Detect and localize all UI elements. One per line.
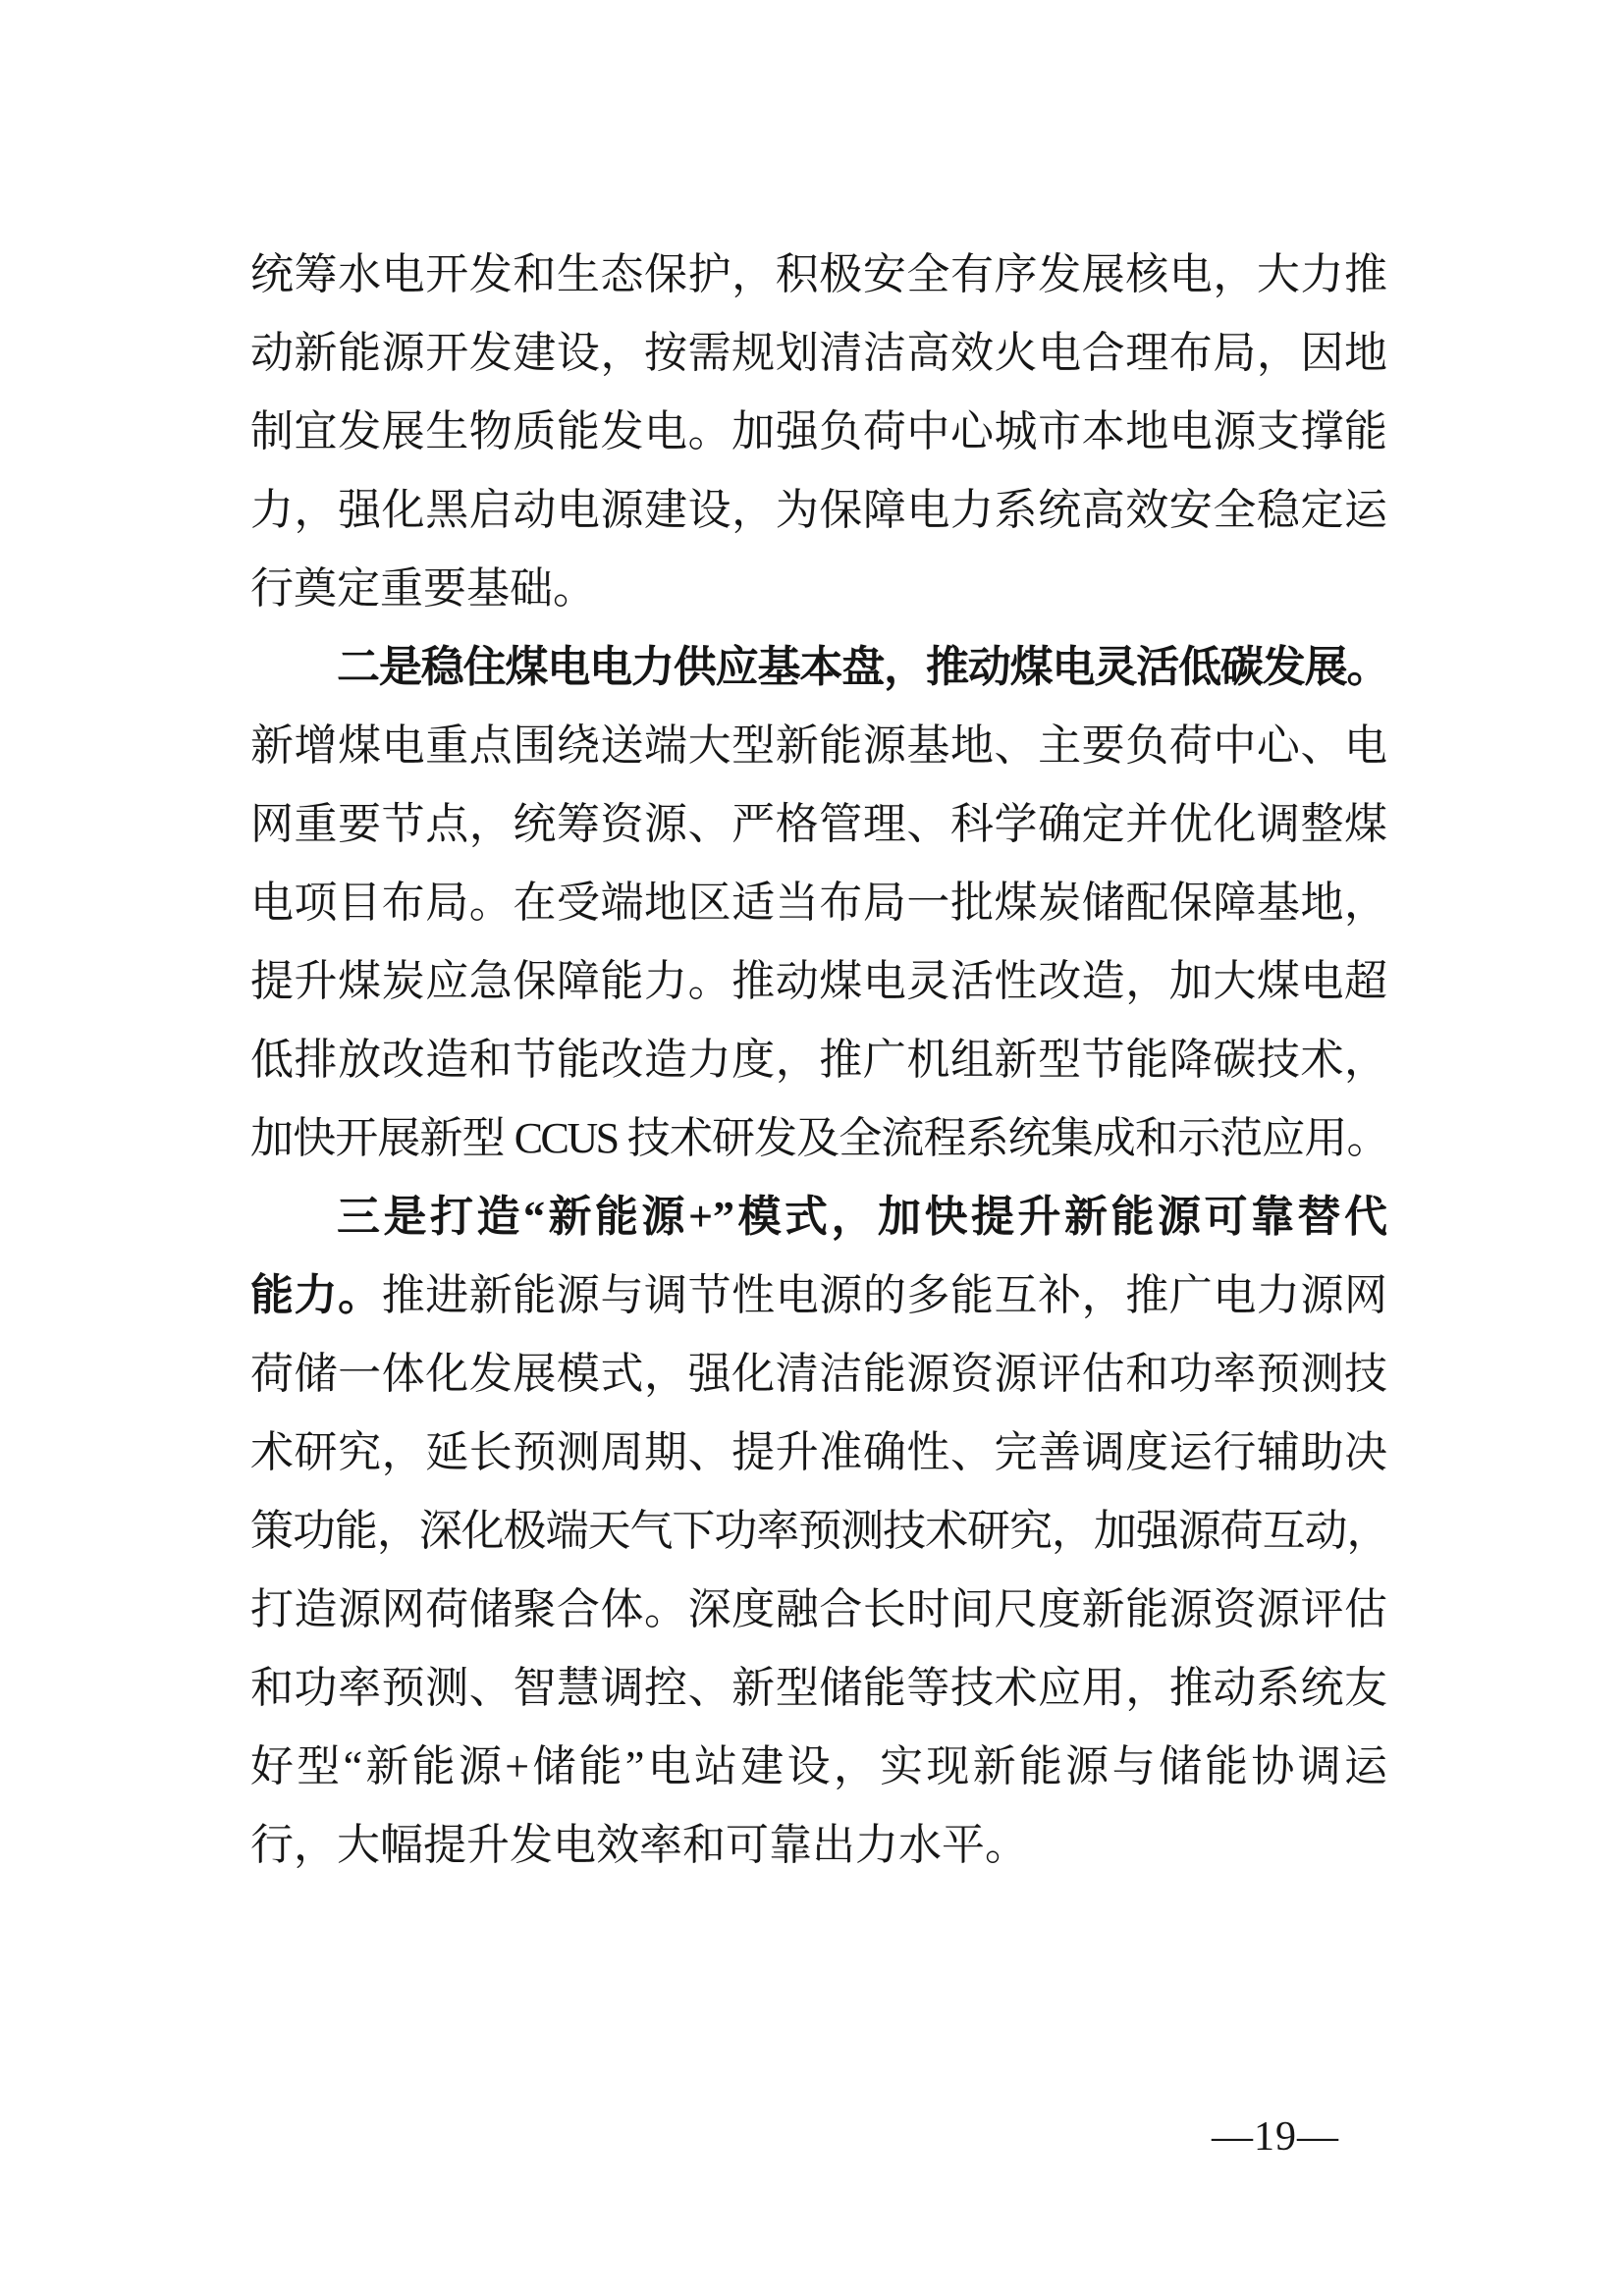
text-line xyxy=(250,236,1387,314)
body-text: 制宜发展生物质能发电。加强负荷中心城市本地电源支撑能 xyxy=(250,407,1387,455)
body-text: 荷储一体化发展模式，强化清洁能源资源评估和功率预测技 xyxy=(250,1350,1387,1398)
text-line xyxy=(250,1256,1387,1335)
body-text: 提升煤炭应急保障能力。推动煤电灵活性改造，加大煤电超 xyxy=(250,957,1387,1005)
body-text: 低排放改造和节能改造力度，推广机组新型节能降碳技术， xyxy=(250,1036,1387,1084)
text-line xyxy=(250,1649,1387,1728)
body-text: 术研究，延长预测周期、提升准确性、完善调度运行辅助决 xyxy=(250,1428,1387,1476)
text-line xyxy=(250,1806,1387,1885)
text-line xyxy=(250,550,1387,628)
bold-lead-in: 二是稳住煤电电力供应基本盘，推动煤电灵活低碳发展。 xyxy=(337,643,1387,691)
body-text: 力，强化黑启动电源建设，为保障电力系统高效安全稳定运 xyxy=(250,486,1387,534)
text-line xyxy=(250,1021,1387,1099)
body-text: 推进新能源与调节性电源的多能互补，推广电力源网 xyxy=(381,1271,1388,1319)
text-line xyxy=(250,1492,1387,1571)
text-line xyxy=(250,785,1387,864)
text-line xyxy=(250,314,1387,393)
text-line xyxy=(250,471,1387,550)
text-line xyxy=(250,1571,1387,1649)
body-text: 统筹水电开发和生态保护，积极安全有序发展核电，大力推 xyxy=(250,250,1387,298)
text-line xyxy=(250,1099,1387,1178)
text-line xyxy=(250,707,1387,785)
body-text: 动新能源开发建设，按需规划清洁高效火电合理布局，因地 xyxy=(250,329,1387,377)
body-text: 打造源网荷储聚合体。深度融合长时间尺度新能源资源评估 xyxy=(250,1585,1387,1633)
body-text: 新增煤电重点围绕送端大型新能源基地、主要负荷中心、电 xyxy=(250,721,1387,770)
text-line xyxy=(250,1414,1387,1492)
text-line xyxy=(250,942,1387,1021)
bold-lead-in: 能力。 xyxy=(250,1271,382,1319)
text-line xyxy=(250,1728,1387,1806)
bold-lead-in: 三是打造“新能源+”模式，加快提升新能源可靠替代 xyxy=(337,1193,1387,1241)
body-text: 电项目布局。在受端地区适当布局一批煤炭储配保障基地， xyxy=(250,879,1387,927)
text-line xyxy=(250,1335,1387,1414)
body-text: 和功率预测、智慧调控、新型储能等技术应用，推动系统友 xyxy=(250,1664,1387,1712)
document-body xyxy=(250,236,1387,1885)
text-line xyxy=(250,1178,1387,1256)
text-line xyxy=(250,864,1387,942)
body-text: 行，大幅提升发电效率和可靠出力水平。 xyxy=(250,1821,1028,1869)
page-number: —19— xyxy=(1212,2114,1339,2160)
text-line xyxy=(250,628,1387,707)
text-line xyxy=(250,393,1387,471)
body-text: 策功能，深化极端天气下功率预测技术研究，加强源荷互动， xyxy=(250,1507,1387,1555)
body-text: 网重要节点，统筹资源、严格管理、科学确定并优化调整煤 xyxy=(250,800,1387,848)
body-text: 好型“新能源+储能”电站建设，实现新能源与储能协调运 xyxy=(250,1742,1387,1790)
body-text: 加快开展新型 CCUS 技术研发及全流程系统集成和示范应用。 xyxy=(250,1114,1387,1162)
body-text: 行奠定重要基础。 xyxy=(250,564,596,613)
